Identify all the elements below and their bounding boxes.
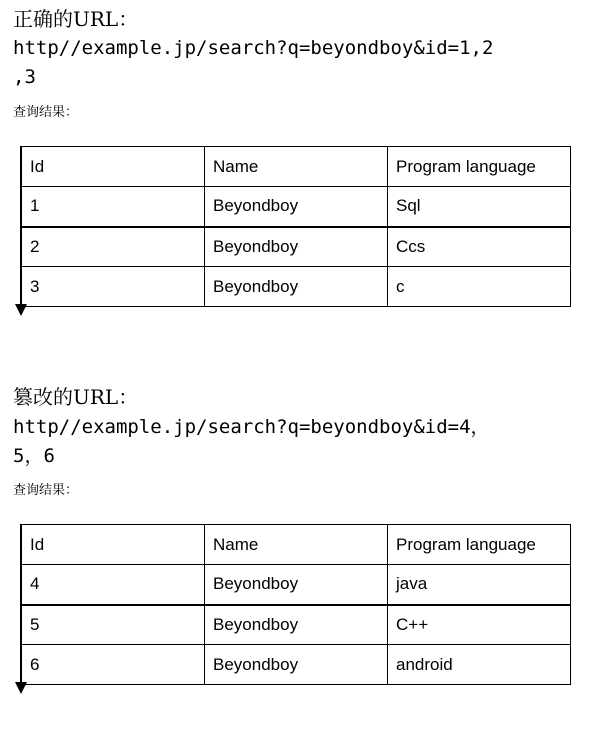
table-row: [22, 645, 571, 685]
tampered-url-line-1: http//example.jp/search?q=beyondboy&id=4，: [13, 416, 490, 438]
header-cell-name: Name: [205, 147, 388, 187]
table-row: [22, 605, 571, 645]
table-header-row: [22, 147, 571, 187]
correct-result-table: [21, 146, 571, 307]
table-row: [22, 227, 571, 267]
cell-name: Beyondboy: [205, 565, 388, 605]
tampered-result-label: 查询结果：: [13, 483, 79, 498]
tampered-url-line-2: 5，6: [13, 445, 55, 467]
cell-language: Sql: [388, 187, 571, 227]
cell-language: c: [388, 267, 571, 307]
table-row: [22, 267, 571, 307]
cell-name: Beyondboy: [205, 267, 388, 307]
tampered-result-table: [21, 524, 571, 685]
cell-language: java: [388, 565, 571, 605]
cell-id: 2: [22, 227, 205, 267]
correct-url-line-1: http//example.jp/search?q=beyondboy&id=1,2: [13, 37, 494, 59]
cell-name: Beyondboy: [205, 187, 388, 227]
cell-name: Beyondboy: [205, 227, 388, 267]
table-row: [22, 187, 571, 227]
cell-language: C++: [388, 605, 571, 645]
cell-language: android: [388, 645, 571, 685]
table-header-row: [22, 525, 571, 565]
header-cell-name: Name: [205, 525, 388, 565]
correct-result-label: 查询结果：: [13, 105, 79, 120]
header-cell-id: Id: [22, 525, 205, 565]
table-row: [22, 565, 571, 605]
header-cell-language: Program language: [388, 147, 571, 187]
cell-id: 3: [22, 267, 205, 307]
cell-name: Beyondboy: [205, 645, 388, 685]
cell-language: Ccs: [388, 227, 571, 267]
header-cell-language: Program language: [388, 525, 571, 565]
tampered-url-heading: 篡改的URL：: [13, 385, 139, 409]
cell-name: Beyondboy: [205, 605, 388, 645]
cell-id: 1: [22, 187, 205, 227]
correct-url-line-2: ,3: [13, 66, 36, 88]
cell-id: 5: [22, 605, 205, 645]
correct-url-heading: 正确的URL：: [13, 7, 139, 31]
header-cell-id: Id: [22, 147, 205, 187]
cell-id: 4: [22, 565, 205, 605]
cell-id: 6: [22, 645, 205, 685]
